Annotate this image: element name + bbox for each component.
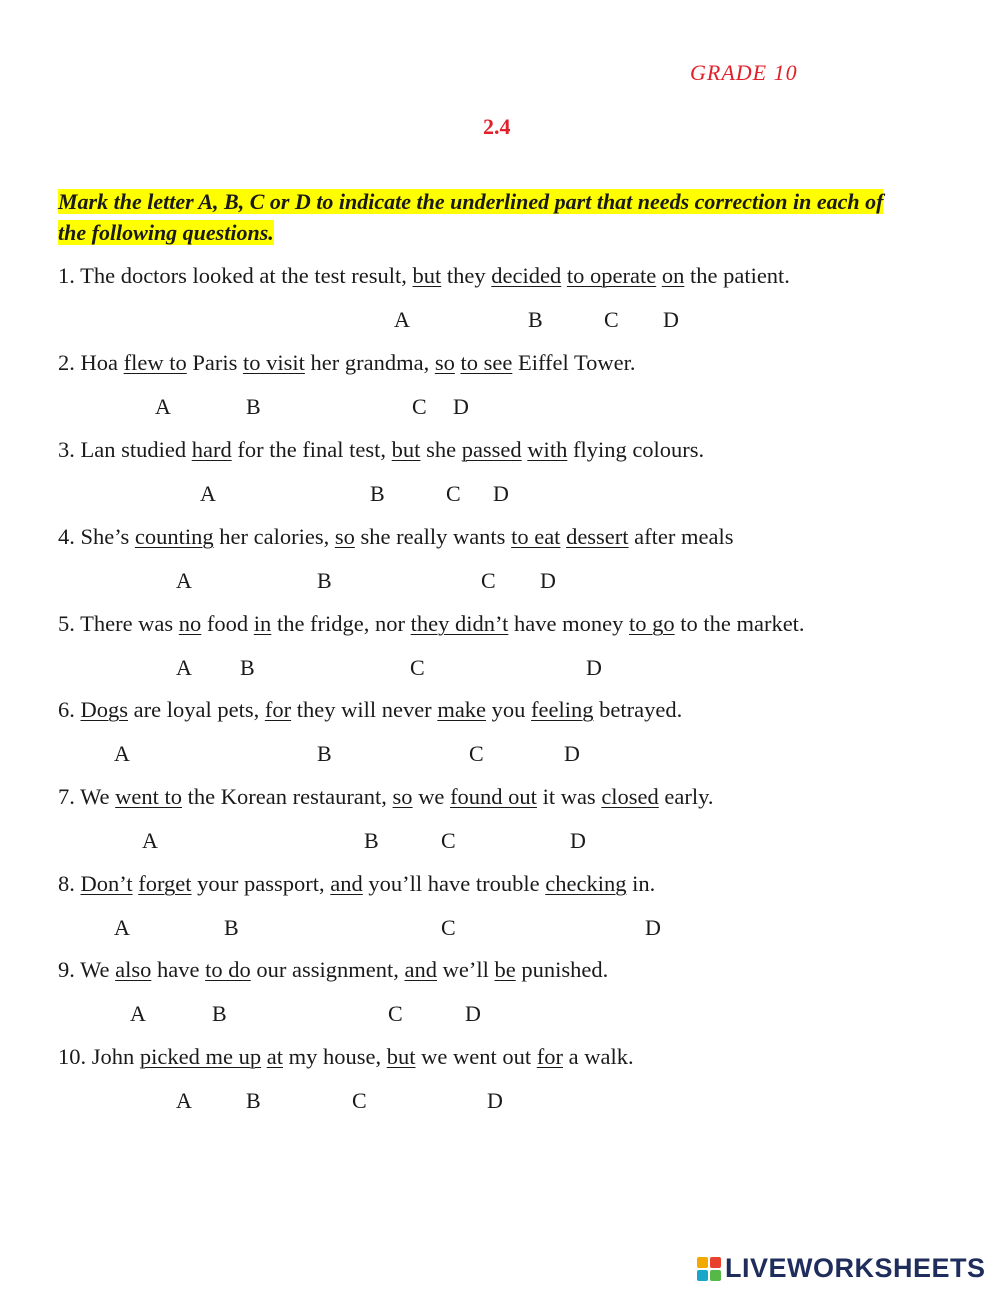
question-text: 6. [58, 697, 81, 722]
question-text: your passport, [191, 871, 331, 896]
question-8 [58, 871, 655, 897]
underlined-part: to see [460, 350, 513, 375]
question-text: after meals [628, 524, 734, 549]
question-text: we’ll [437, 957, 495, 982]
question-text: we went out [415, 1044, 537, 1069]
underlined-part: picked me up [139, 1044, 262, 1069]
underlined-part: to go [628, 611, 675, 636]
question-text: a walk. [562, 1044, 634, 1069]
question-text: 8. [58, 871, 81, 896]
question-text: the fridge, nor [271, 611, 411, 636]
liveworksheets-logo-icon [697, 1257, 721, 1281]
question-text: you [486, 697, 532, 722]
question-text: the patient. [684, 263, 790, 288]
question-text: 2. Hoa [58, 350, 124, 375]
question-text: punished. [515, 957, 609, 982]
option-label-c: C [412, 394, 427, 419]
underlined-part: on [661, 263, 685, 288]
underlined-part: to eat [511, 524, 561, 549]
logo-square-1 [697, 1257, 708, 1268]
option-label-d: D [465, 1001, 481, 1026]
option-label-d: D [453, 394, 469, 419]
option-label-d: D [663, 307, 679, 332]
option-label-d: D [645, 915, 661, 940]
liveworksheets-logo [697, 1253, 986, 1284]
option-label-b: B [240, 655, 255, 680]
option-label-d: D [564, 741, 580, 766]
underlined-part: Dogs [80, 697, 129, 722]
underlined-part: dessert [566, 524, 629, 549]
option-label-b: B [212, 1001, 227, 1026]
question-text: it was [536, 784, 602, 809]
option-label-c: C [441, 915, 456, 940]
underlined-part: make [437, 697, 487, 722]
underlined-part: be [494, 957, 516, 982]
question-1 [58, 263, 790, 289]
option-label-a: A [114, 915, 130, 940]
question-2 [58, 350, 636, 376]
underlined-part: in [253, 611, 272, 636]
question-10 [58, 1044, 634, 1070]
underlined-part: for [264, 697, 292, 722]
question-text: 9. We [58, 957, 116, 982]
option-label-c: C [352, 1088, 367, 1113]
logo-square-4 [710, 1270, 721, 1281]
option-label-b: B [317, 568, 332, 593]
question-3 [58, 437, 704, 463]
underlined-part: decided [491, 263, 562, 288]
option-label-c: C [604, 307, 619, 332]
question-7 [58, 784, 714, 810]
underlined-part: feeling [531, 697, 594, 722]
option-label-a: A [176, 655, 192, 680]
question-text: to the market. [674, 611, 805, 636]
question-text: have [151, 957, 206, 982]
question-text: her calories, [213, 524, 335, 549]
underlined-part: flew to [123, 350, 187, 375]
underlined-part: but [391, 437, 421, 462]
question-4 [58, 524, 734, 550]
option-label-a: A [176, 568, 192, 593]
underlined-part: they didn’t [410, 611, 509, 636]
question-text: are loyal pets, [128, 697, 265, 722]
question-text: the Korean restaurant, [182, 784, 393, 809]
underlined-part: Don’t [80, 871, 133, 896]
option-label-c: C [410, 655, 425, 680]
question-9 [58, 957, 608, 983]
question-text: for the final test, [231, 437, 392, 462]
underlined-part: went to [115, 784, 183, 809]
option-label-d: D [493, 481, 509, 506]
question-text: they will never [291, 697, 438, 722]
instruction-highlight: Mark the letter A, B, C or D to indicate the underlined part that needs correction in each of the following questions. [58, 189, 884, 245]
underlined-part: but [412, 263, 442, 288]
question-5 [58, 611, 805, 637]
question-text: 7. We [58, 784, 116, 809]
option-label-d: D [487, 1088, 503, 1113]
option-label-b: B [364, 828, 379, 853]
instruction-text [58, 186, 908, 248]
underlined-part: so [334, 524, 355, 549]
question-text: we [412, 784, 451, 809]
question-text: betrayed. [593, 697, 683, 722]
question-text: food [201, 611, 254, 636]
option-label-b: B [317, 741, 332, 766]
underlined-part: but [386, 1044, 416, 1069]
question-text: Paris [186, 350, 243, 375]
underlined-part: hard [191, 437, 232, 462]
underlined-part: checking [545, 871, 627, 896]
question-text: she really wants [354, 524, 512, 549]
question-text: in. [626, 871, 656, 896]
question-text: 4. She’s [58, 524, 135, 549]
logo-square-3 [697, 1270, 708, 1281]
option-label-c: C [469, 741, 484, 766]
option-label-a: A [176, 1088, 192, 1113]
question-text: flying colours. [567, 437, 705, 462]
underlined-part: passed [461, 437, 522, 462]
option-label-a: A [114, 741, 130, 766]
question-text: she [420, 437, 462, 462]
section-number: 2.4 [483, 114, 511, 139]
option-label-b: B [246, 394, 261, 419]
underlined-part: to do [205, 957, 251, 982]
underlined-part: found out [450, 784, 537, 809]
underlined-part: forget [138, 871, 192, 896]
underlined-part: and [404, 957, 437, 982]
logo-text: LIVEWORKSHEETS [725, 1253, 986, 1283]
underlined-part: also [115, 957, 152, 982]
underlined-part: closed [601, 784, 659, 809]
question-text: 1. The doctors looked at the test result, [58, 263, 413, 288]
underlined-part: to visit [242, 350, 305, 375]
option-label-a: A [200, 481, 216, 506]
underlined-part: to operate [566, 263, 657, 288]
option-label-c: C [388, 1001, 403, 1026]
option-label-d: D [570, 828, 586, 853]
option-label-d: D [586, 655, 602, 680]
underlined-part: and [330, 871, 363, 896]
question-text: 3. Lan studied [58, 437, 192, 462]
underlined-part: with [527, 437, 568, 462]
question-text: have money [508, 611, 629, 636]
option-label-a: A [130, 1001, 146, 1026]
question-text: they [441, 263, 492, 288]
option-label-a: A [394, 307, 410, 332]
question-text: 5. There was [58, 611, 179, 636]
option-label-c: C [481, 568, 496, 593]
option-label-b: B [224, 915, 239, 940]
option-label-b: B [528, 307, 543, 332]
underlined-part: no [178, 611, 202, 636]
underlined-part: so [392, 784, 413, 809]
option-label-b: B [246, 1088, 261, 1113]
question-text: 10. John [58, 1044, 140, 1069]
underlined-part: at [266, 1044, 283, 1069]
logo-square-2 [710, 1257, 721, 1268]
grade-label: GRADE 10 [690, 60, 798, 85]
option-label-c: C [446, 481, 461, 506]
option-label-d: D [540, 568, 556, 593]
option-label-a: A [142, 828, 158, 853]
question-6 [58, 697, 682, 723]
underlined-part: counting [134, 524, 214, 549]
option-label-a: A [155, 394, 171, 419]
question-text: early. [658, 784, 714, 809]
underlined-part: so [434, 350, 455, 375]
underlined-part: for [536, 1044, 563, 1069]
question-text: my house, [282, 1044, 387, 1069]
option-label-c: C [441, 828, 456, 853]
question-text: our assignment, [250, 957, 405, 982]
question-text: Eiffel Tower. [512, 350, 636, 375]
option-label-b: B [370, 481, 385, 506]
question-text: you’ll have trouble [362, 871, 546, 896]
question-text: her grandma, [304, 350, 435, 375]
